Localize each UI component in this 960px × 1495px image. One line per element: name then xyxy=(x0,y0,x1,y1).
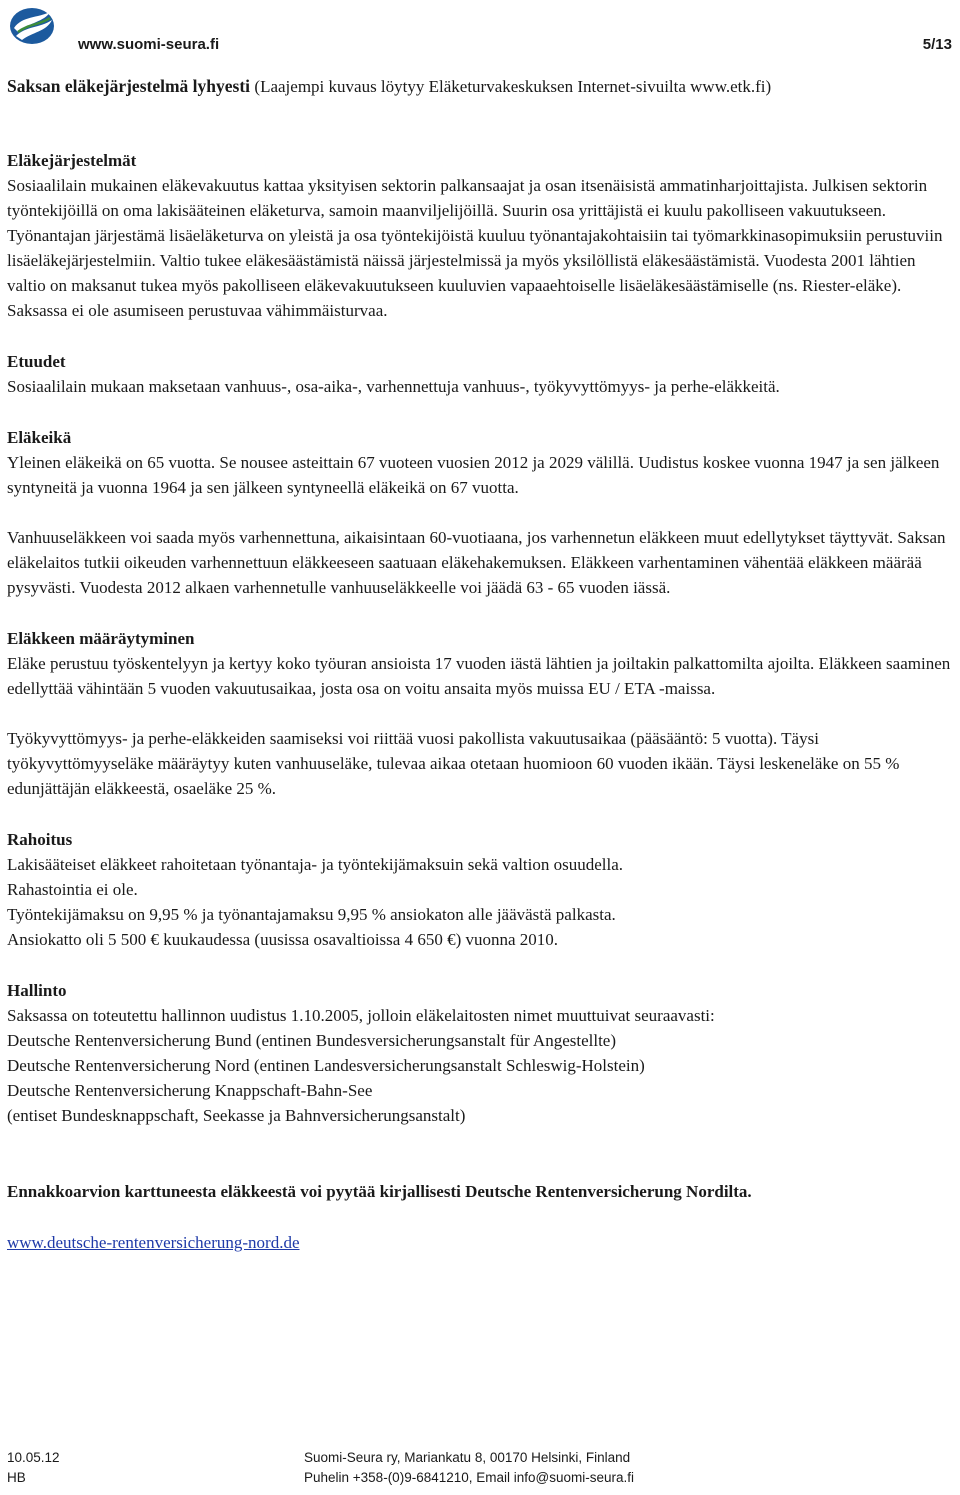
section-paragraph: Sosiaalilain mukainen eläkevakuutus kattaa yksityisen sektorin palkansaajat ja osan itsenäisistä ammatinharjoittajista. Julkisen sektorin työntekijöillä on oma lakisääteinen eläketurva, samoin maanviljelijöillä. Suurin osa yrittäjistä ei kuulu pakolliseen vakuutukseen. Työnantajan järjestämä lisäeläketurva on yleistä ja osa työntekijöistä kuuluu työnantajakohtaisiin tai työmarkkinasopimuksiin perustuviin lisäeläkejärjestelmiin. Valtio tukee eläkesäästämistä näissä järjestelmissä ja myös yksilöllistä eläkesäästämistä. Vuodesta 2001 lähtien valtio on maksanut tukea myös pakolliseen eläkevakuutukseen kuuluvien vapaaehtoiselle lisäeläkesäästämiselle (ns. Riester-eläke). Saksassa ei ole asumiseen perustuvaa vähimmäisturvaa. xyxy=(7,176,943,320)
section-heading: Eläkkeen määräytyminen xyxy=(7,629,195,648)
section-elakeika xyxy=(7,425,952,600)
section-line: Deutsche Rentenversicherung Knappschaft-Bahn-See xyxy=(7,1081,373,1100)
header-url[interactable]: www.suomi-seura.fi xyxy=(78,36,220,53)
footer-org-address: Suomi-Seura ry, Mariankatu 8, 00170 Helsinki, Finland xyxy=(304,1450,631,1465)
section-heading: Rahoitus xyxy=(7,830,73,849)
section-maaraytyminen xyxy=(7,626,952,801)
section-heading: Hallinto xyxy=(7,981,67,1000)
closing-note: Ennakkoarvion karttuneesta eläkkeestä voi pyytää kirjallisesti Deutsche Rentenversicherung Nordilta. xyxy=(7,1182,752,1201)
section-line: Deutsche Rentenversicherung Bund (entinen Bundesversicherungsanstalt für Angestellte) xyxy=(7,1031,616,1050)
section-line: Työntekijämaksu on 9,95 % ja työnantajamaksu 9,95 % ansiokaton alle jäävästä palkasta. xyxy=(7,905,616,924)
section-line: Deutsche Rentenversicherung Nord (entinen Landesversicherungsanstalt Schleswig-Holstein) xyxy=(7,1056,645,1075)
drv-nord-link[interactable]: www.deutsche-rentenversicherung-nord.de xyxy=(7,1233,300,1252)
section-rahoitus xyxy=(7,827,952,952)
section-paragraph: Työkyvyttömyys- ja perhe-eläkkeiden saamiseksi voi riittää vuosi pakollista vakuutusaikaa (pääsääntö: 5 vuotta). Täysi työkyvyttömyyseläke määräytyy kuten vanhuuseläke, tulevaa aikaa otetaan huomioon 60 vuoden ikään. Täysi leskeneläke on 55 % edunjättäjän eläkkeestä, osaeläke 25 %. xyxy=(7,729,900,798)
section-line: Saksassa on toteutettu hallinnon uudistus 1.10.2005, jolloin eläkelaitosten nimet muuttuivat seuraavasti: xyxy=(7,1006,715,1025)
footer-initials: HB xyxy=(7,1470,26,1485)
suomi-seura-logo xyxy=(8,6,56,46)
section-line: (entiset Bundesknappschaft, Seekasse ja Bahnversicherungsanstalt) xyxy=(7,1106,466,1125)
section-elakejarjestelmat xyxy=(7,148,952,323)
page-title-main: Saksan eläkejärjestelmä lyhyesti xyxy=(7,76,251,96)
page-title-sub: (Laajempi kuvaus löytyy Eläketurvakeskuksen Internet-sivuilta www.etk.fi) xyxy=(254,77,772,96)
section-heading: Eläkejärjestelmät xyxy=(7,151,137,170)
section-line: Rahastointia ei ole. xyxy=(7,880,138,899)
section-heading: Etuudet xyxy=(7,352,66,371)
section-hallinto xyxy=(7,978,952,1128)
section-etuudet xyxy=(7,349,952,399)
footer-date: 10.05.12 xyxy=(7,1450,60,1465)
page-title xyxy=(7,74,952,99)
section-paragraph: Eläke perustuu työskentelyyn ja kertyy koko työuran ansioista 17 vuoden iästä lähtien ja joiltakin palkattomilta ajoilta. Eläkkeen saaminen edellyttää vähintään 5 vuoden vakuutusaikaa, josta osa on voitu ansaita myös muissa EU / ETA -maissa. xyxy=(7,654,951,698)
section-line: Lakisääteiset eläkkeet rahoitetaan työnantaja- ja työntekijämaksuin sekä valtion osuudella. xyxy=(7,855,624,874)
section-paragraph: Yleinen eläkeikä on 65 vuotta. Se nousee asteittain 67 vuoteen vuosien 2012 ja 2029 välillä. Uudistus koskee vuonna 1947 ja sen jälkeen syntyneitä ja vuonna 1964 ja sen jälkeen syntyneellä eläkeikä on 67 vuotta. xyxy=(7,453,940,497)
footer-contact: Puhelin +358-(0)9-6841210, Email info@suomi-seura.fi xyxy=(304,1470,635,1485)
page-number: 5/13 xyxy=(922,36,952,53)
section-paragraph: Sosiaalilain mukaan maksetaan vanhuus-, osa-aika-, varhennettuja vanhuus-, työkyvyttömyys- ja perhe-eläkkeitä. xyxy=(7,377,780,396)
section-heading: Eläkeikä xyxy=(7,428,72,447)
section-paragraph: Vanhuuseläkkeen voi saada myös varhennettuna, aikaisintaan 60-vuotiaana, jos varhennetun eläkkeen muut edellytykset täyttyvät. Saksan eläkelaitos tutkii oikeuden varhennettuun eläkkeeseen saatuaan eläkehakemuksen. Eläkkeen varhentaminen vähentää eläkkeen määrää pysyvästi. Vuodesta 2012 alkaen varhennetulle vanhuuseläkkeelle voi jäädä 63 - 65 vuoden iässä. xyxy=(7,528,946,597)
section-line: Ansiokatto oli 5 500 € kuukaudessa (uusissa osavaltioissa 4 650 €) vuonna 2010. xyxy=(7,930,559,949)
document-body xyxy=(7,74,952,1255)
